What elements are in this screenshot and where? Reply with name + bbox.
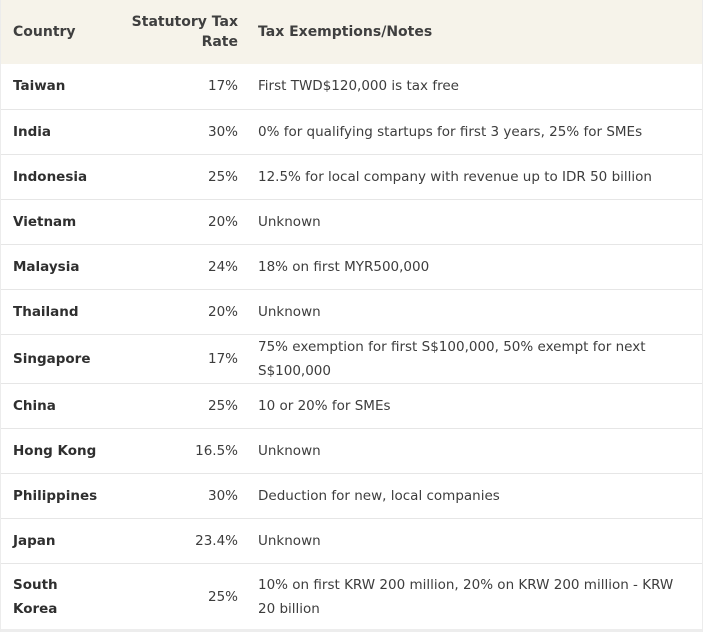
country-cell: Hong Kong xyxy=(13,442,97,459)
table-row xyxy=(1,563,702,631)
table-row xyxy=(1,473,702,518)
table-row xyxy=(1,199,702,244)
notes-cell: 10 or 20% for SMEs xyxy=(258,397,391,414)
rate-cell: 20% xyxy=(207,303,238,320)
country-cell: Taiwan xyxy=(13,78,66,95)
notes-cell: Unknown xyxy=(258,303,321,320)
rate-cell: 23.4% xyxy=(195,532,238,549)
header-statutory-tax-rate: Statutory Tax Rate xyxy=(131,14,238,50)
table-row xyxy=(1,428,702,473)
table-row xyxy=(1,289,702,334)
rate-cell: 17% xyxy=(207,78,238,95)
rate-cell: 30% xyxy=(207,123,238,140)
rate-cell: 17% xyxy=(207,350,238,367)
rate-cell: 25% xyxy=(207,397,238,414)
table-row xyxy=(1,244,702,289)
header-country: Country xyxy=(13,24,76,40)
table-row xyxy=(1,64,702,109)
table-header xyxy=(1,0,702,64)
notes-cell: 0% for qualifying startups for first 3 years, 25% for SMEs xyxy=(258,123,643,140)
country-cell: Malaysia xyxy=(13,258,80,275)
country-cell: Singapore xyxy=(13,350,91,367)
tax-rate-table xyxy=(1,0,702,631)
country-cell: China xyxy=(13,397,56,414)
rate-cell: 24% xyxy=(207,258,238,275)
notes-cell: 18% on first MYR500,000 xyxy=(258,258,430,275)
rate-cell: 30% xyxy=(207,487,238,504)
notes-cell: Unknown xyxy=(258,532,321,549)
rate-cell: 25% xyxy=(207,589,238,606)
notes-cell: Unknown xyxy=(258,442,321,459)
header-row xyxy=(1,0,702,64)
country-cell: South Korea xyxy=(13,577,58,618)
notes-cell: 12.5% for local company with revenue up to IDR 50 billion xyxy=(258,168,652,185)
table-row xyxy=(1,518,702,563)
country-cell: Philippines xyxy=(13,487,98,504)
country-cell: Vietnam xyxy=(13,213,77,230)
table-row xyxy=(1,334,702,383)
table-row xyxy=(1,154,702,199)
table-row xyxy=(1,383,702,428)
table-row xyxy=(1,109,702,154)
country-cell: Japan xyxy=(13,532,56,549)
notes-cell: 75% exemption for first S$100,000, 50% exempt for next S$100,000 xyxy=(258,338,646,379)
notes-cell: 10% on first KRW 200 million, 20% on KRW 200 million - KRW 20 billion xyxy=(258,577,674,618)
notes-cell: Deduction for new, local companies xyxy=(258,487,500,504)
rate-cell: 16.5% xyxy=(195,442,238,459)
table-body xyxy=(1,64,702,631)
country-cell: Thailand xyxy=(13,303,79,320)
header-tax-exemptions-notes: Tax Exemptions/Notes xyxy=(258,24,433,40)
rate-cell: 20% xyxy=(207,213,238,230)
country-cell: Indonesia xyxy=(13,168,88,185)
notes-cell: First TWD$120,000 is tax free xyxy=(258,78,459,95)
rate-cell: 25% xyxy=(207,168,238,185)
notes-cell: Unknown xyxy=(258,213,321,230)
country-cell: India xyxy=(13,123,52,140)
